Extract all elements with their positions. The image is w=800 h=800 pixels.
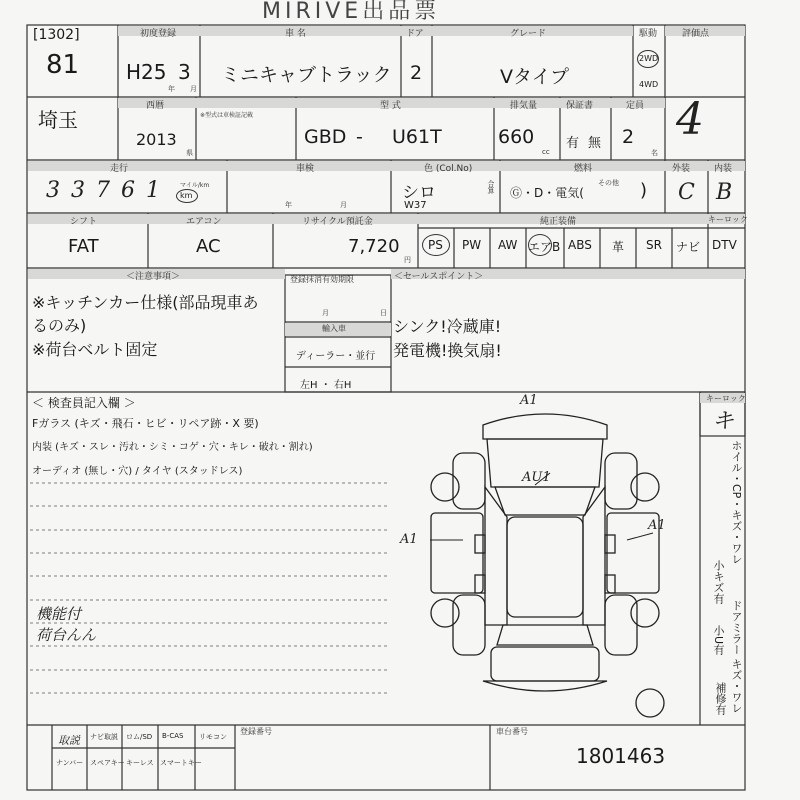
label-keylock-top: キーロック bbox=[708, 215, 748, 224]
interior-grade: B bbox=[716, 180, 733, 205]
label-gasoline: 合算 bbox=[487, 180, 495, 194]
keylock-value: キ bbox=[712, 409, 735, 434]
side-legend-5: 補修有 bbox=[714, 682, 727, 715]
import-steering: 左H ・ 右H bbox=[300, 380, 352, 391]
mileage-digit: 3 bbox=[71, 178, 85, 203]
label-sales-point: ＜セールスポイント＞ bbox=[394, 272, 484, 282]
region: 埼玉 bbox=[38, 108, 78, 132]
label-key-checks: ＜注意事項＞ bbox=[126, 272, 181, 282]
label-reg-valid: 登録抹消有効期限 bbox=[290, 275, 354, 284]
note-line-3: ※荷台ベルト固定 bbox=[32, 340, 158, 359]
label-mileage-unit: マイル/km bbox=[180, 182, 210, 189]
label-pref: 県 bbox=[186, 149, 193, 157]
chassis-number: 1801463 bbox=[576, 744, 666, 768]
inspector-line-3: オーディオ (無し・穴) / タイヤ (スタッドレス) bbox=[32, 466, 243, 477]
inspector-line-2: 内装 (キズ・スレ・汚れ・シミ・コゲ・穴・キレ・破れ・割れ) bbox=[32, 442, 313, 453]
equipment-airbag: エアB bbox=[528, 240, 561, 254]
lot-top: [1302] bbox=[33, 27, 80, 43]
label-yen: 円 bbox=[404, 256, 411, 264]
side-legend-2: 小キズ有 bbox=[712, 560, 725, 604]
label-displacement: 排気量 bbox=[510, 101, 538, 111]
label-reg-day: 日 bbox=[380, 309, 387, 317]
mileage-digit: 6 bbox=[121, 178, 135, 203]
label-interior: 内装 bbox=[714, 164, 733, 174]
label-capacity: 定員 bbox=[626, 101, 645, 111]
sales-point-2: 発電機!換気扇! bbox=[393, 341, 502, 360]
opt-keyless: キーレス bbox=[126, 759, 154, 767]
equipment-ps: PS bbox=[428, 238, 443, 252]
fuel-close: ) bbox=[640, 180, 648, 201]
label-recycle: リサイクル預託金 bbox=[302, 217, 373, 227]
label-chassis-no: 車台番号 bbox=[496, 727, 528, 736]
equipment-row bbox=[418, 236, 745, 264]
label-warranty: 保証書 bbox=[566, 101, 594, 111]
car-diagram bbox=[395, 395, 695, 725]
label-mileage: 走行 bbox=[110, 164, 129, 174]
label-car-name: 車 名 bbox=[285, 29, 306, 39]
note-line-1: ※キッチンカー仕様(部品現車あ bbox=[32, 293, 259, 312]
side-legend-4: 小U有 bbox=[712, 625, 725, 656]
first-reg-month: 3 bbox=[178, 60, 191, 84]
label-inspector: ＜ 検査員記入欄 ＞ bbox=[32, 396, 136, 410]
year: 2013 bbox=[136, 130, 177, 149]
opt-bcas: B-CAS bbox=[162, 732, 184, 740]
damage-mark-right: A1 bbox=[648, 518, 666, 533]
first-reg-era: H25 bbox=[126, 60, 167, 84]
opt-number: ナンバー bbox=[56, 759, 84, 767]
shift: FAT bbox=[68, 236, 99, 257]
label-year-unit: 年 bbox=[168, 85, 175, 93]
fuel-options: Ⓖ・D・電気( bbox=[510, 186, 584, 200]
lot-number: 81 bbox=[46, 50, 80, 80]
label-drive: 駆動 bbox=[639, 29, 658, 39]
side-legend-1: ホイル・CP・キズ・ワレ bbox=[730, 440, 743, 565]
exterior-grade: C bbox=[678, 180, 695, 205]
score: 4 bbox=[676, 94, 704, 145]
model-dash: - bbox=[356, 126, 363, 148]
equipment-dtv: DTV bbox=[712, 238, 737, 252]
equipment-sr: SR bbox=[646, 238, 662, 252]
label-inspection-month: 月 bbox=[340, 201, 347, 209]
warranty-yes: 有 bbox=[566, 136, 580, 151]
import-dealer: ディーラー・並行 bbox=[296, 351, 376, 362]
opt-navi-manual: ナビ取説 bbox=[90, 733, 118, 741]
opt-rom-sd: ロム/SD bbox=[126, 733, 153, 741]
mileage-unit-km: km bbox=[180, 191, 193, 200]
label-year: 西暦 bbox=[146, 101, 165, 111]
equipment-navi: ナビ bbox=[676, 240, 701, 254]
label-fuel-other: その他 bbox=[598, 179, 619, 187]
color-code: W37 bbox=[404, 200, 427, 211]
equipment-aw: AW bbox=[498, 238, 518, 252]
equipment-ps-circle bbox=[422, 234, 450, 256]
label-inspection-year: 年 bbox=[285, 201, 292, 209]
handwritten-note-2: 荷台んん bbox=[36, 626, 97, 644]
label-shift: シフト bbox=[70, 217, 98, 227]
mileage-digit: 1 bbox=[146, 178, 160, 203]
drive-4wd: 4WD bbox=[639, 80, 659, 89]
label-w-chassis: ※型式は車検証記載 bbox=[200, 112, 254, 119]
label-aircon: エアコン bbox=[186, 217, 222, 227]
side-legend-3: ドアミラー キズ・ワレ bbox=[730, 600, 743, 714]
opt-remote: リモコン bbox=[199, 733, 227, 741]
label-equipment: 純正装備 bbox=[540, 217, 577, 227]
label-person-unit: 名 bbox=[651, 149, 658, 157]
doors: 2 bbox=[410, 62, 423, 84]
label-reg-month: 月 bbox=[322, 309, 329, 317]
mileage-digits bbox=[46, 178, 160, 203]
handwritten-note-1: 機能付 bbox=[36, 605, 82, 623]
equipment-abs: ABS bbox=[568, 238, 592, 252]
equipment-airbag-circle bbox=[528, 234, 552, 256]
aircon: AC bbox=[196, 236, 221, 257]
label-color: 色 (Col.No) bbox=[424, 164, 473, 174]
label-score: 評価点 bbox=[682, 29, 710, 39]
damage-mark-left: A1 bbox=[400, 532, 418, 547]
note-line-2: るのみ) bbox=[32, 316, 87, 335]
opt-spare-key: スペアキー bbox=[90, 759, 125, 767]
car-name: ミニキャブトラック bbox=[221, 64, 392, 86]
label-month-unit: 月 bbox=[190, 85, 197, 93]
opt-smart-key: スマートキー bbox=[160, 759, 202, 767]
recycle-fee: 7,720 bbox=[348, 236, 400, 257]
sales-point-1: シンク!冷蔵庫! bbox=[393, 317, 502, 336]
equipment-pw: PW bbox=[462, 238, 482, 252]
capacity: 2 bbox=[622, 126, 635, 148]
damage-mark-hood: AU1 bbox=[522, 470, 551, 485]
mileage-digit: 3 bbox=[46, 178, 60, 203]
label-import: 輸入車 bbox=[322, 324, 346, 333]
manual-mark: 取説 bbox=[58, 734, 80, 747]
color: シロ bbox=[402, 183, 436, 203]
label-grade: グレード bbox=[510, 29, 547, 39]
model-code: U61T bbox=[392, 126, 442, 148]
warranty-no: 無 bbox=[588, 136, 602, 151]
label-exterior: 外装 bbox=[672, 164, 691, 174]
grade: Vタイプ bbox=[500, 66, 570, 88]
equipment-leather: 革 bbox=[612, 240, 625, 254]
label-fuel: 燃料 bbox=[574, 164, 593, 174]
drive-2wd: 2WD bbox=[639, 54, 659, 63]
damage-mark-front: A1 bbox=[520, 393, 538, 408]
label-reg-number: 登録番号 bbox=[240, 727, 272, 736]
displacement: 660 bbox=[498, 126, 535, 148]
label-doors: ドア bbox=[406, 29, 424, 39]
model-prefix: GBD bbox=[304, 126, 347, 148]
form-title: MIRIVE出品票 bbox=[262, 0, 441, 24]
label-model-code: 型 式 bbox=[380, 101, 401, 111]
inspector-line-1: Fガラス (キズ・飛石・ヒビ・リペア跡・X 要) bbox=[32, 417, 259, 430]
label-first-reg: 初度登録 bbox=[140, 29, 177, 39]
label-cc: cc bbox=[542, 148, 550, 156]
label-keylock: キーロック bbox=[706, 394, 746, 403]
label-inspection: 車検 bbox=[296, 164, 315, 174]
mileage-digit: 7 bbox=[96, 178, 110, 203]
